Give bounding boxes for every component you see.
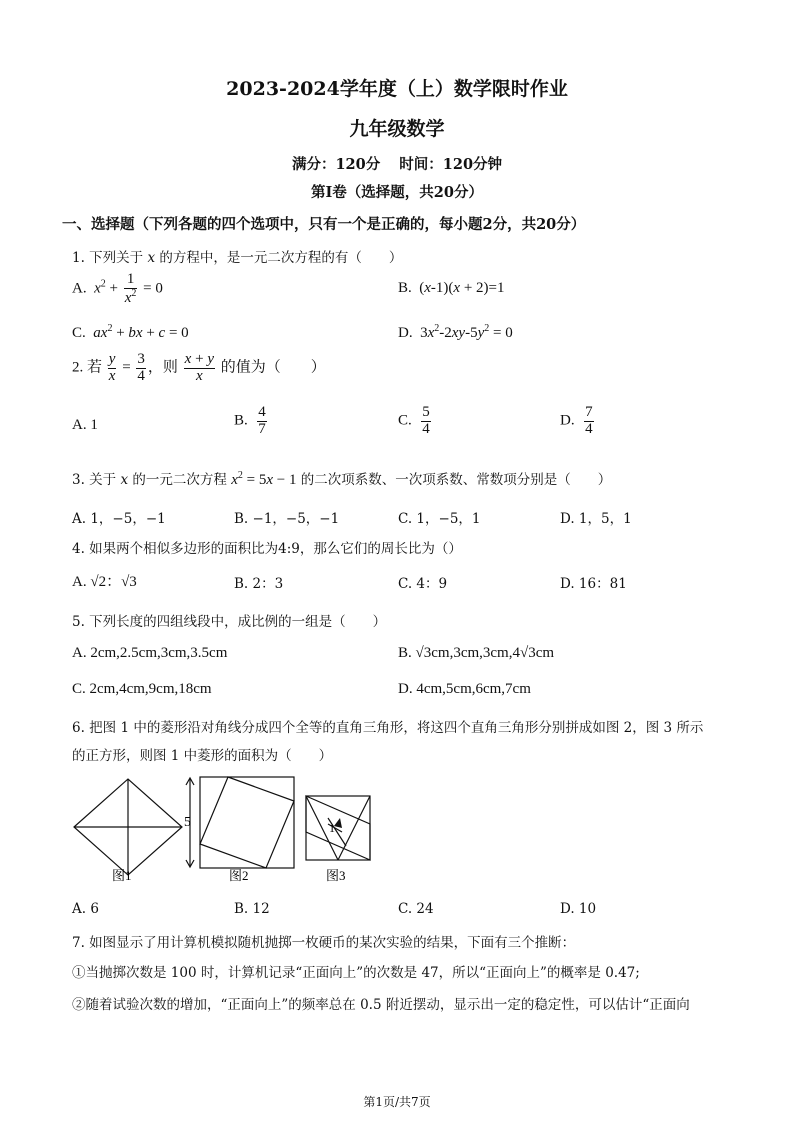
q3-option-b[interactable]: B. −1，−5，−1: [234, 511, 340, 527]
q3-option-c[interactable]: C. 1，−5，1: [398, 511, 481, 527]
q4-option-b[interactable]: B. 2：3: [234, 576, 284, 592]
question-4-stem: 4. 如果两个相似多边形的面积比为4:9，那么它们的周长比为（）: [72, 541, 462, 557]
fig2-side-label: 5: [184, 815, 191, 830]
question-3-stem: 3. 关于 x 的一元二次方程 $x^2 = 5x - 1$ 的二次项系数、一次项系数、常数项分别是（ ）: [72, 470, 612, 488]
question-7-statement-1: ①当抛掷次数是 100 时，计算机记录“正面向上”的次数是 47，所以“正面向上”的概率是 0.47;: [72, 965, 640, 981]
q2-option-a[interactable]: A. 1: [72, 417, 98, 433]
question-7-stem: 7. 如图显示了用计算机模拟随机抛掷一枚硬币的某次实验的结果，下面有三个推断：: [72, 935, 576, 951]
page-subtitle: 九年级数学: [349, 118, 445, 140]
fig3-arrow-icon: [334, 818, 342, 828]
q4-option-c[interactable]: C. 4：9: [398, 576, 448, 592]
q3-option-d[interactable]: D. 1，5，1: [560, 511, 632, 527]
q5-option-a[interactable]: A. 2cm,2.5cm,3cm,3.5cm: [72, 645, 228, 661]
q1-option-b[interactable]: B. (x-1)(x + 2)=1: [398, 280, 505, 296]
question-6-stem-line2: 的正方形，则图 1 中菱形的面积为（ ）: [72, 748, 333, 764]
figure-3-square: [306, 796, 370, 860]
question-1-stem: 1. 下列关于 x 的方程中，是一元二次方程的有（ ）: [72, 250, 403, 266]
q1-option-d[interactable]: D. $3x^2-2xy-5y^2 = 0$: [398, 323, 513, 341]
q5-option-d[interactable]: D. 4cm,5cm,6cm,7cm: [398, 681, 531, 697]
q3-option-a[interactable]: A. 1，−5，−1: [72, 511, 166, 527]
q6-option-b[interactable]: B. 12: [234, 901, 270, 917]
q1-option-c[interactable]: C. $ax^2$ + bx + c = 0: [72, 323, 189, 341]
fig3-side-label: 1: [329, 821, 335, 835]
q5-option-c[interactable]: C. 2cm,4cm,9cm,18cm: [72, 681, 212, 697]
question-5-stem: 5. 下列长度的四组线段中，成比例的一组是（ ）: [72, 614, 387, 630]
q1-option-a[interactable]: A. $x^2$ + $\frac{1}{x^2}$ = 0: [72, 271, 163, 306]
q6-option-d[interactable]: D. 10: [560, 901, 597, 917]
figure-1-rhombus: [74, 779, 182, 875]
q6-option-c[interactable]: C. 24: [398, 901, 434, 917]
q4-option-a[interactable]: A. √2：√3: [72, 574, 137, 590]
figure-2-square: [186, 777, 294, 868]
fig3-caption: 图3: [326, 868, 346, 883]
question-6-stem-line1: 6. 把图 1 中的菱形沿对角线分成四个全等的直角三角形，将这四个直角三角形分别拼成如图 2，图 3 所示: [72, 720, 704, 736]
page-title: 2023-2024学年度（上）数学限时作业: [226, 78, 568, 100]
fig2-caption: 图2: [229, 868, 249, 883]
q2-option-b[interactable]: B. $\frac{4}{7}$: [234, 404, 266, 437]
q6-option-a[interactable]: A. 6: [72, 901, 99, 917]
q6-figures: [66, 772, 406, 890]
section-heading: 一、选择题（下列各题的四个选项中，只有一个是正确的，每小题2分，共20分）: [62, 216, 586, 233]
score-time: 满分：120分 时间：120分钟: [291, 156, 503, 173]
q4-option-d[interactable]: D. 16：81: [560, 576, 627, 592]
q2-option-d[interactable]: D. $\frac{7}{4}$: [560, 404, 593, 437]
q5-option-b[interactable]: B. √3cm,3cm,3cm,4√3cm: [398, 645, 555, 661]
volume-heading: 第Ⅰ卷（选择题，共20分）: [311, 184, 483, 201]
question-2-stem: 2. 若 $\frac{y}{x}$ = $\frac{3}{4}$ ，则 $\frac{x + y}{x}$ 的值为（ ）: [72, 351, 326, 384]
page-footer: 第1页/共7页: [363, 1095, 431, 1109]
question-7-statement-2: ②随着试验次数的增加，“正面向上”的频率总在 0.5 附近摆动，显示出一定的稳定性，可以估计“正面向: [72, 997, 690, 1013]
q2-option-c[interactable]: C. $\frac{5}{4}$: [398, 404, 430, 437]
fig1-caption: 图1: [112, 868, 132, 883]
